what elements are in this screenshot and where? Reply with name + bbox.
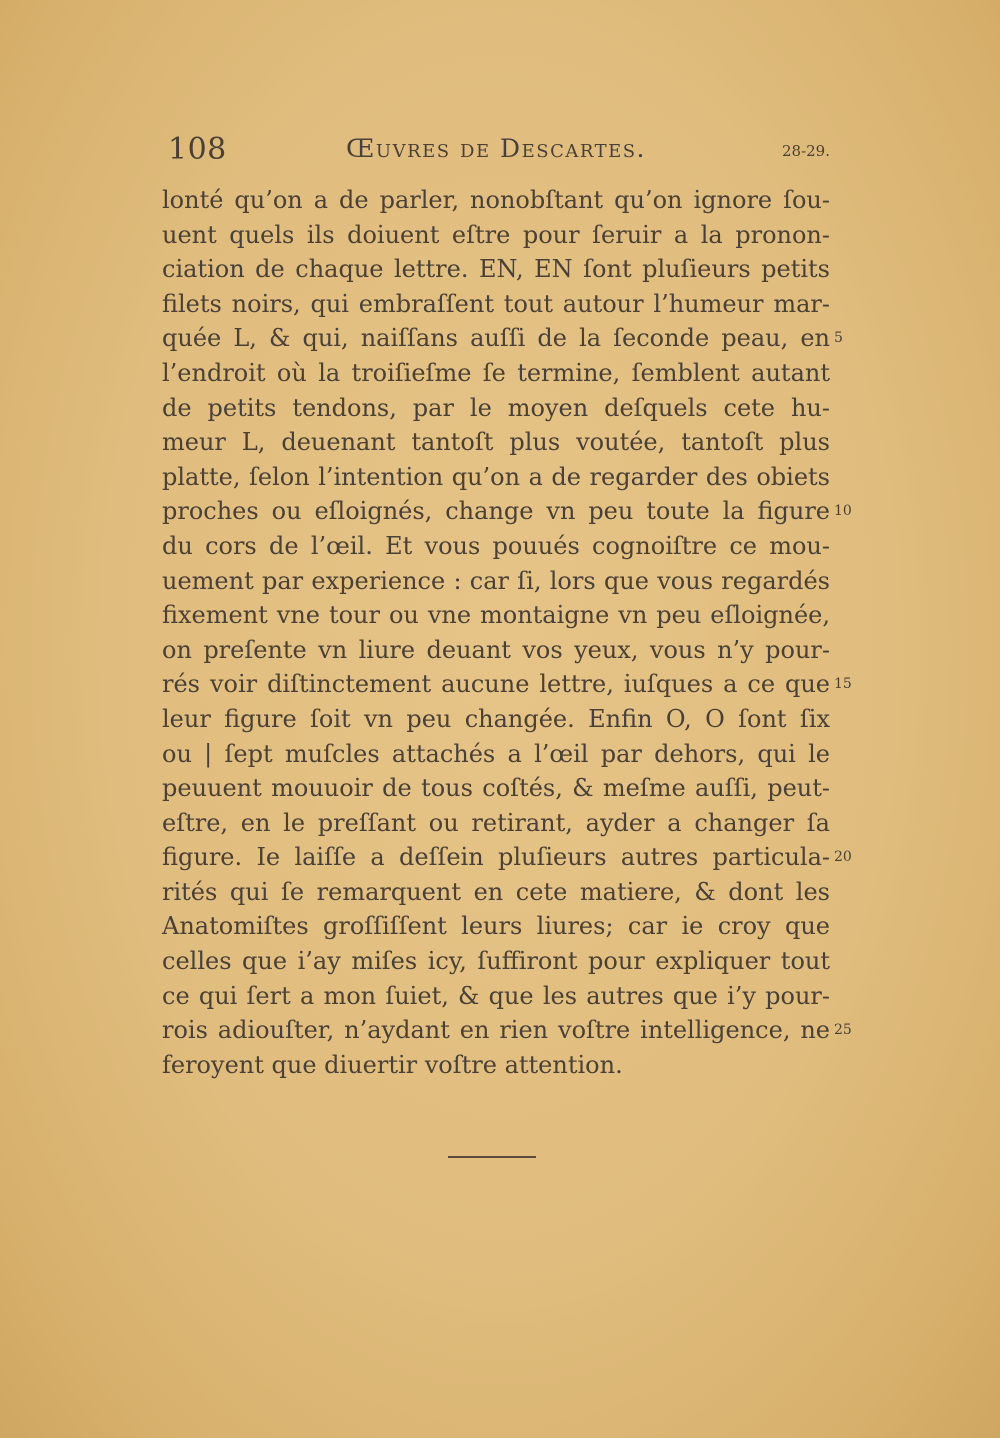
text-line [162,321,843,356]
body-text [162,183,852,1082]
text-line-content: lonté qu’on a de parler, nonobſtant qu’on ignore ſou- [162,186,830,214]
text-line [162,287,830,322]
text-line-content: rités qui ſe remarquent en cete matiere, & dont les [162,877,830,906]
running-title: Œuvres de Descartes. [345,134,647,163]
page-number: 108 [168,132,227,167]
text-line [162,633,830,668]
margin-line-number: 20 [834,849,852,866]
text-line-content: fixement vne tour ou vne montaigne vn peu eſloignée, [162,601,830,630]
original-page-range: 28-29. [781,142,830,160]
margin-line-number: 25 [834,1022,852,1039]
text-line [162,460,830,495]
margin-line-number: 10 [834,503,852,520]
text-line-content: uement par experience : car ſi, lors que vous regardés [162,566,830,595]
text-line-content: de petits tendons, par le moyen deſquels cete hu- [162,393,830,422]
text-line-content: on preſente vn liure deuant vos yeux, vous n’y pour- [162,635,830,664]
text-line-content: quée L, & qui, naiſſans auſſi de la ſeconde peau, en [162,324,830,353]
text-line [162,218,830,253]
text-line [162,667,852,702]
text-line-content: celles que i’ay miſes icy, ſuffiront pour expliquer tout [162,947,830,976]
margin-line-number: 15 [834,676,852,693]
text-line-content: rois adiouſter, n’aydant en rien voſtre intelligence, ne [162,1016,830,1045]
text-line [162,702,830,737]
text-line [162,909,830,944]
text-line-content: eſtre, en le preſſant ou retirant, ayder a changer ſa [162,808,830,837]
text-line [162,494,852,529]
text-line-content: peuuent mouuoir de tous coſtés, & meſme auſſi, peut- [162,774,830,803]
text-line [162,425,830,460]
text-line [162,252,830,287]
text-line [162,944,830,979]
text-line [162,875,830,910]
text-line [162,979,830,1014]
text-line-content: proches ou eſloignés, change vn peu toute la figure [162,497,830,526]
text-line-content: meur L, deuenant tantoſt plus voutée, tantoſt plus [162,428,830,457]
text-line [162,183,830,218]
text-line-content: rés voir diſtinctement aucune lettre, iuſques a ce que [162,670,830,699]
text-line [162,391,830,426]
text-line [162,1048,830,1083]
text-line [162,840,852,875]
text-line-content: ciation de chaque lettre. EN, EN ſont pluſieurs petits [162,255,830,284]
text-line-content: figure. Ie laiſſe a deſſein pluſieurs autres particula- [162,843,830,872]
text-line-content: filets noirs, qui embraſſent tout autour l’humeur mar- [162,289,830,318]
text-line-content: uent quels ils doiuent eſtre pour ſeruir a la pronon- [162,220,830,249]
section-end-rule [448,1156,536,1158]
text-line [162,564,830,599]
text-line [162,737,830,772]
text-line-content: ou | ſept muſcles attachés a l’œil par dehors, qui le [162,739,830,768]
text-line-content: Anatomiſtes groſſiſſent leurs liures; car ie croy que [162,912,830,941]
text-line [162,598,830,633]
text-line-content: platte, ſelon l’intention qu’on a de regarder des obiets [162,462,830,491]
margin-line-number: 5 [834,330,843,347]
text-line [162,806,830,841]
text-line [162,529,830,564]
text-line-content: ce qui ſert a mon ſuiet, & que les autres que i’y pour- [162,981,830,1010]
text-line-content: leur figure ſoit vn peu changée. Enfin O, O ſont ſix [162,704,830,733]
text-line-content: feroyent que diuertir voſtre attention. [162,1050,623,1079]
running-head [162,128,830,168]
text-line-content: du cors de l’œil. Et vous pouués cognoiſtre ce mou- [162,531,830,560]
text-line [162,771,830,806]
text-line [162,356,830,391]
text-line [162,1013,852,1048]
text-line-content: l’endroit où la troiſieſme ſe termine, ſemblent autant [162,358,830,387]
